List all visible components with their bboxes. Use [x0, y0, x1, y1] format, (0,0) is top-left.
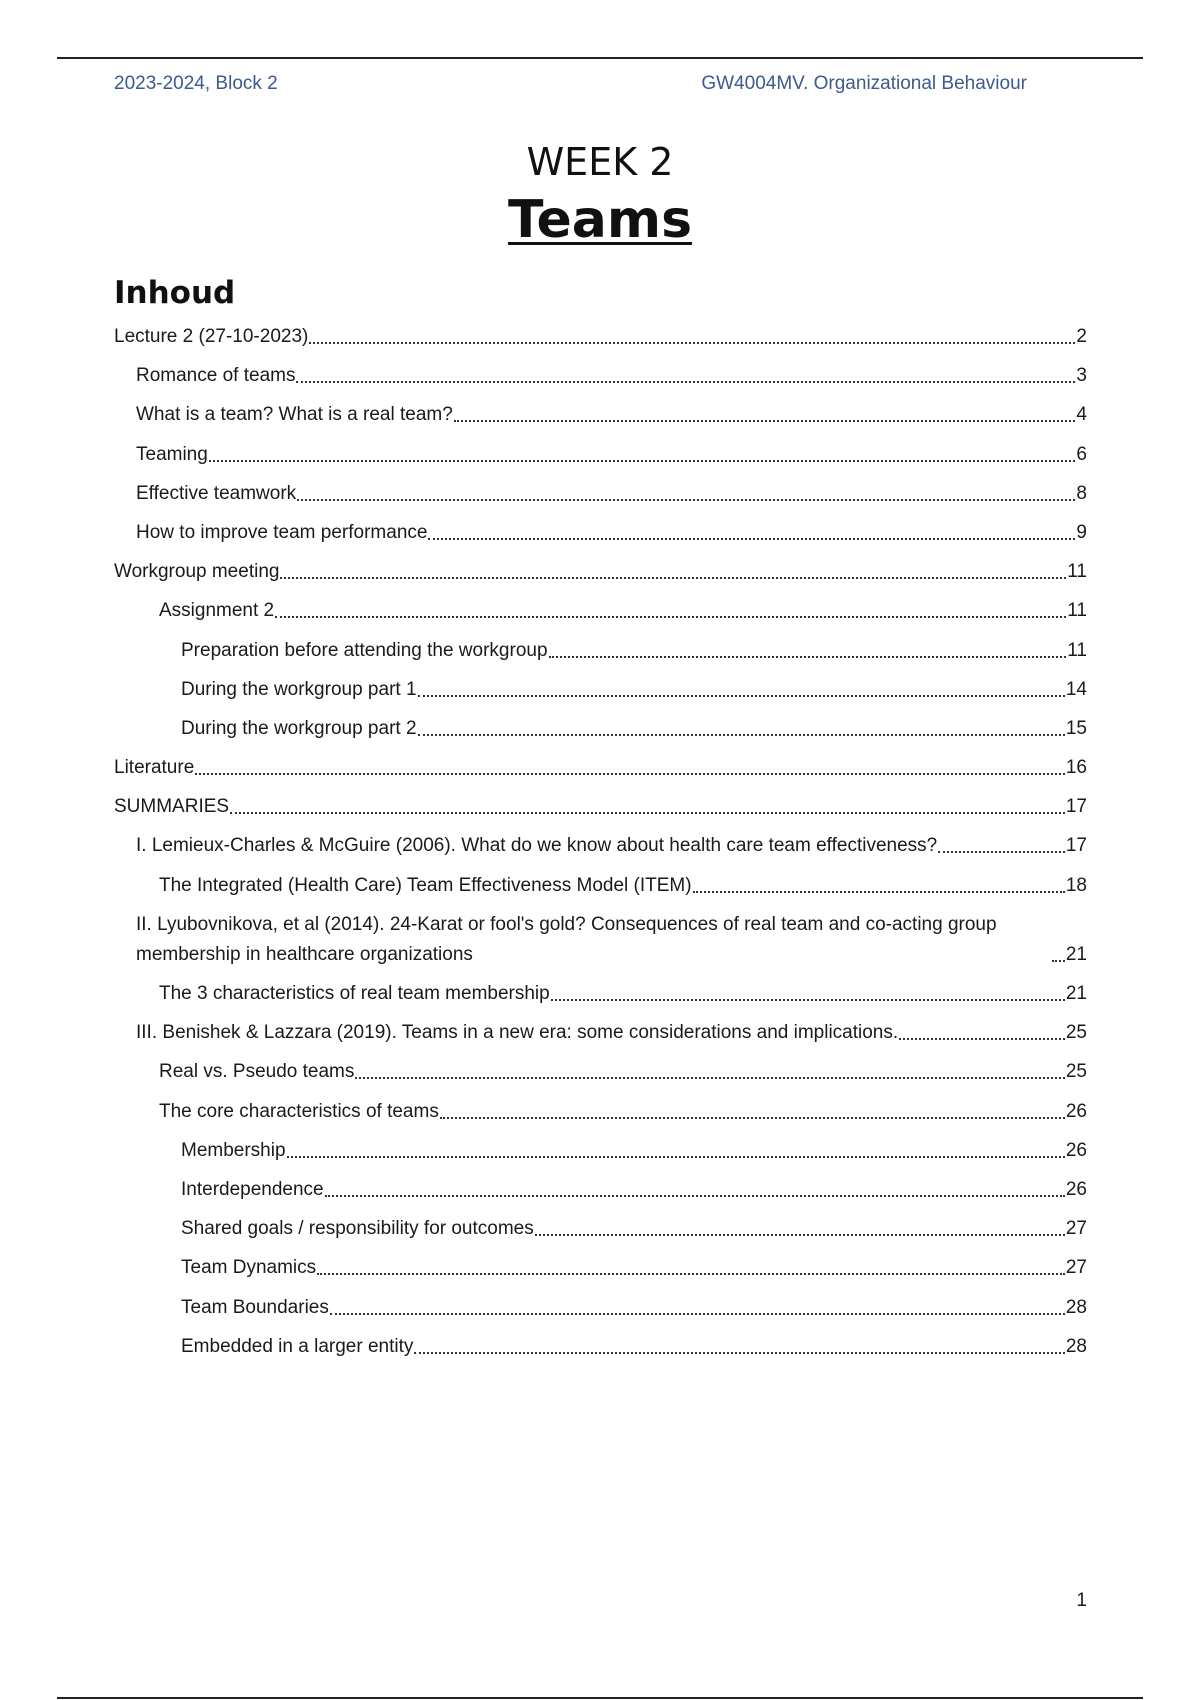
toc-entry[interactable] — [114, 979, 1087, 1009]
footer-rule — [57, 1697, 1143, 1699]
header-course: GW4004MV. Organizational Behaviour — [701, 73, 1027, 94]
toc-entry-page: 11 — [1067, 561, 1087, 583]
header-term: 2023-2024, Block 2 — [114, 73, 278, 94]
toc-leader-dots — [418, 695, 1065, 697]
toc-leader-dots — [428, 538, 1075, 540]
toc-leader-dots — [275, 616, 1066, 618]
toc-leader-dots — [287, 1156, 1065, 1158]
toc-entry[interactable] — [114, 1293, 1087, 1323]
toc-entry-page: 2 — [1076, 326, 1087, 347]
toc-entry-page: 9 — [1076, 521, 1087, 543]
toc-entry-page: 4 — [1076, 404, 1087, 426]
toc-entry[interactable] — [114, 636, 1087, 666]
toc-entry-label: What is a team? What is a real team? — [136, 404, 453, 426]
toc-leader-dots — [938, 851, 1065, 853]
toc-entry[interactable] — [114, 557, 1087, 587]
toc-entry-label: Real vs. Pseudo teams — [159, 1061, 355, 1083]
toc-entry-page: 21 — [1065, 943, 1087, 965]
toc-entry-page: 26 — [1065, 1178, 1087, 1200]
toc-entry[interactable] — [114, 675, 1087, 705]
toc-entry-page: 26 — [1065, 1139, 1087, 1161]
toc-entry-label: Team Boundaries — [181, 1296, 329, 1318]
toc-leader-dots — [280, 577, 1066, 579]
toc-entry-page: 25 — [1065, 1022, 1087, 1044]
toc-leader-dots — [230, 812, 1065, 814]
toc-entry[interactable] — [114, 1018, 1087, 1048]
toc-entry-label: Preparation before attending the workgroup — [181, 639, 548, 661]
page-title: Teams — [507, 190, 693, 250]
toc-entry-label: Embedded in a larger entity — [181, 1335, 414, 1357]
toc-entry[interactable] — [114, 792, 1087, 822]
toc-leader-dots — [414, 1352, 1064, 1354]
toc-entry-page: 8 — [1076, 482, 1087, 504]
toc-leader-dots — [355, 1077, 1064, 1079]
toc-entry-page: 17 — [1065, 796, 1087, 818]
toc-entry-page: 14 — [1065, 678, 1087, 700]
toc-entry[interactable] — [114, 1097, 1087, 1127]
toc-entry-page: 26 — [1065, 1100, 1087, 1122]
toc-entry[interactable] — [114, 518, 1087, 548]
toc-leader-dots — [1052, 960, 1065, 962]
toc-leader-dots — [899, 1038, 1065, 1040]
page-header — [114, 73, 1027, 97]
toc-entry-label: Team Dynamics — [181, 1257, 317, 1279]
toc-entry[interactable] — [114, 1332, 1087, 1362]
header-rule — [57, 57, 1143, 59]
toc-entry-label: Assignment 2 — [159, 600, 275, 622]
toc-entry-label: During the workgroup part 1 — [181, 678, 417, 700]
toc-leader-dots — [309, 342, 1075, 344]
toc-leader-dots — [296, 381, 1075, 383]
toc-entry-page: 25 — [1065, 1061, 1087, 1083]
toc-entry[interactable] — [114, 596, 1087, 626]
toc-entry[interactable] — [114, 910, 1087, 970]
toc-entry-label: Teaming — [136, 443, 208, 465]
toc-entry-page: 27 — [1065, 1257, 1087, 1279]
toc-leader-dots — [209, 460, 1076, 462]
toc-entry-label: SUMMARIES — [114, 796, 230, 818]
toc-entry[interactable] — [114, 831, 1087, 861]
toc-entry-label: Interdependence — [181, 1178, 324, 1200]
toc-entry[interactable] — [114, 1057, 1087, 1087]
toc-entry-label: Workgroup meeting — [114, 561, 280, 583]
toc-entry[interactable] — [114, 322, 1087, 352]
toc-leader-dots — [440, 1117, 1065, 1119]
toc-leader-dots — [693, 891, 1065, 893]
toc-entry-page: 28 — [1065, 1296, 1087, 1318]
week-label: WEEK 2 — [526, 140, 674, 184]
table-of-contents — [114, 322, 1087, 1371]
toc-entry-label: Membership — [181, 1139, 286, 1161]
toc-entry-label: How to improve team performance — [136, 521, 428, 543]
toc-leader-dots — [454, 420, 1076, 422]
toc-entry[interactable] — [114, 1214, 1087, 1244]
toc-entry-page: 11 — [1067, 600, 1087, 622]
toc-leader-dots — [551, 999, 1065, 1001]
toc-entry[interactable] — [114, 1136, 1087, 1166]
toc-leader-dots — [297, 499, 1075, 501]
toc-leader-dots — [195, 773, 1065, 775]
toc-entry-page: 18 — [1065, 874, 1087, 896]
toc-entry-label: I. Lemieux-Charles & McGuire (2006). What do we know about health care team effectiveness? — [136, 835, 938, 857]
toc-leader-dots — [535, 1234, 1065, 1236]
toc-entry-page: 16 — [1065, 757, 1087, 779]
toc-entry-label: Effective teamwork — [136, 482, 297, 504]
toc-entry[interactable] — [114, 1253, 1087, 1283]
toc-leader-dots — [325, 1195, 1065, 1197]
toc-entry-page: 6 — [1076, 443, 1087, 465]
toc-entry-label: The Integrated (Health Care) Team Effectiveness Model (ITEM) — [159, 874, 692, 896]
toc-entry[interactable] — [114, 1175, 1087, 1205]
toc-entry-label: III. Benishek & Lazzara (2019). Teams in a new era: some considerations and implications. — [136, 1022, 899, 1044]
toc-leader-dots — [549, 656, 1067, 658]
toc-entry-label: Shared goals / responsibility for outcomes — [181, 1218, 534, 1240]
toc-entry-label: The 3 characteristics of real team membership — [159, 983, 550, 1004]
toc-entry[interactable] — [114, 400, 1087, 430]
toc-entry-page: 21 — [1065, 983, 1087, 1004]
toc-entry[interactable] — [114, 361, 1087, 391]
toc-entry-page: 11 — [1067, 639, 1087, 661]
toc-entry-label: Lecture 2 (27-10-2023) — [114, 326, 309, 347]
toc-leader-dots — [418, 734, 1065, 736]
toc-entry-label: Literature — [114, 757, 195, 779]
toc-heading: Inhoud — [114, 275, 236, 311]
toc-entry-page: 28 — [1065, 1335, 1087, 1357]
toc-leader-dots — [317, 1273, 1065, 1275]
toc-entry[interactable] — [114, 871, 1087, 901]
toc-entry-label: II. Lyubovnikova, et al (2014). 24-Karat or fool's gold? Consequences of real team and co-acting group membership in healthcare organizations — [136, 913, 997, 965]
toc-entry[interactable] — [114, 479, 1087, 509]
toc-entry-label: During the workgroup part 2 — [181, 717, 417, 739]
toc-entry[interactable] — [114, 714, 1087, 744]
toc-entry[interactable] — [114, 753, 1087, 783]
toc-entry-page: 15 — [1065, 717, 1087, 739]
toc-entry-page: 27 — [1065, 1218, 1087, 1240]
toc-entry[interactable] — [114, 440, 1087, 470]
toc-entry-page: 3 — [1076, 365, 1087, 387]
toc-leader-dots — [330, 1313, 1065, 1315]
toc-entry-page: 17 — [1065, 835, 1087, 857]
toc-entry-label: Romance of teams — [136, 365, 296, 387]
page-number: 1 — [1076, 1590, 1087, 1611]
toc-entry-label: The core characteristics of teams — [159, 1100, 439, 1122]
